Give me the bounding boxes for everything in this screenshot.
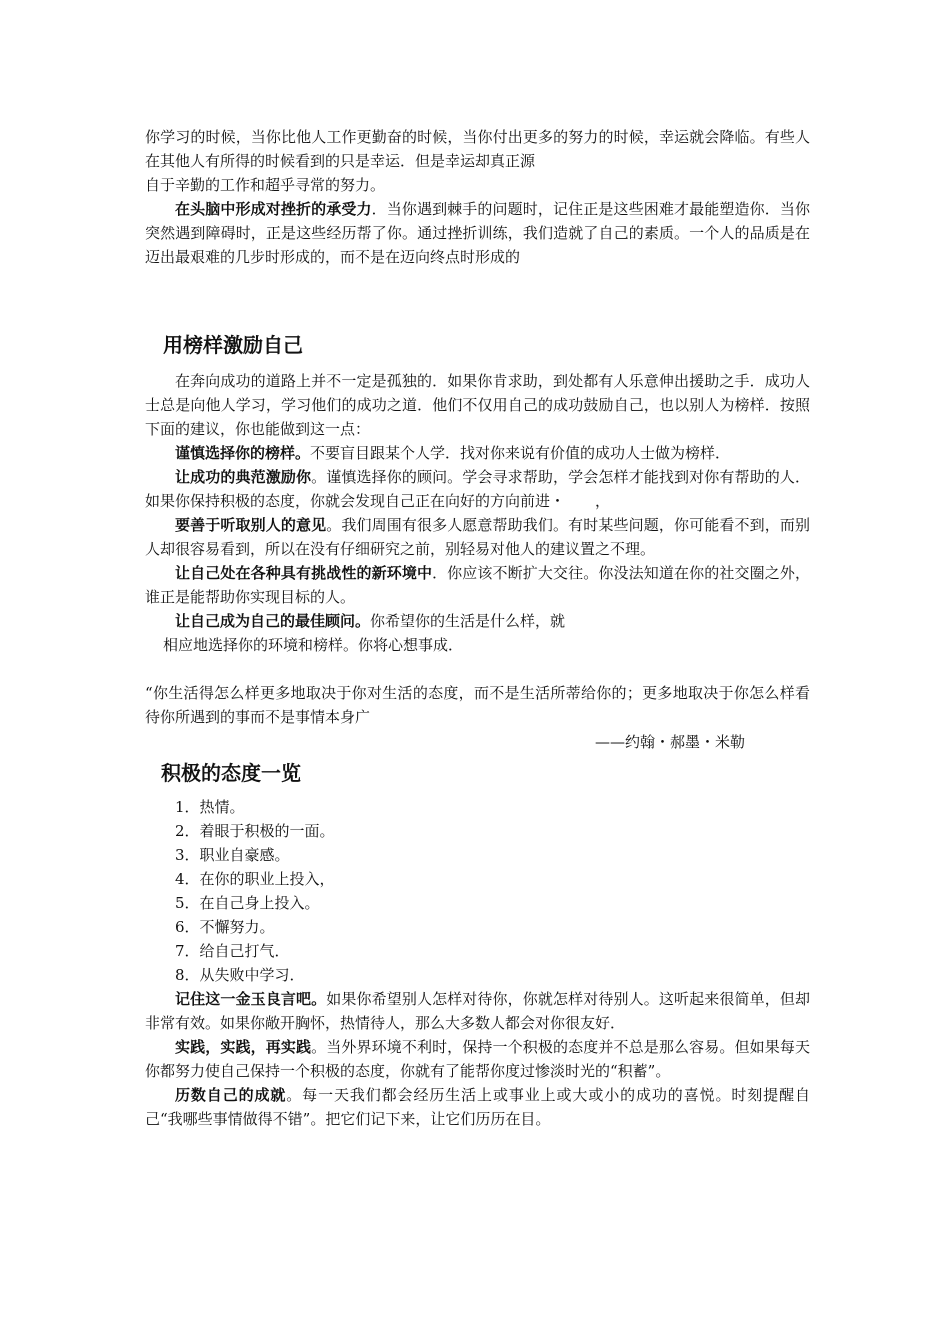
tip-item: [145, 441, 810, 465]
tip-item: [145, 513, 810, 561]
quote-text: “你生活得怎么样更多地取决于你对生活的态度，而不是生活所蒂给你的；更多地取决于你怎么样看待你所遇到的事而不是事情本身广: [145, 684, 810, 726]
tip-bold: 让成功的典范激励你: [175, 468, 312, 486]
list-item: 6．不懈努力。: [175, 918, 275, 936]
list-item: 1．热情。: [175, 798, 245, 816]
closing-paragraph-bold: 历数自己的成就: [175, 1086, 287, 1104]
quote-author: ——约翰・郝墨・米勒: [594, 733, 745, 751]
closing-paragraph-text: 。当外界环境不利时，保持一个积极的态度并不总是那么容易。但如果每天你都努力使自己保持一个积极的态度，你就有了能帮你度过惨淡时光的“积蓄”。: [145, 1038, 810, 1080]
paragraph-luck-continuation: [145, 173, 810, 197]
tip-bold: 谨慎选择你的榜样。: [175, 444, 311, 462]
section-intro: 在奔向成功的道路上并不一定是孤独的．如果你肯求助，到处都有人乐意伸出援助之手．成功人士总是向他人学习，学习他们的成功之道．他们不仅用自己的成功鼓励自己，也以别人为榜样．按照下面的建议，你也能做到这一点：: [145, 372, 810, 438]
list-item: 4．在你的职业上投入，: [175, 870, 335, 888]
attitude-list: [145, 795, 810, 987]
closing-paragraph-bold: 实践，实践，再实践: [175, 1038, 312, 1056]
paragraph-luck-line2: 自于辛勤的工作和超乎寻常的努力。: [145, 176, 386, 194]
list-item: 8．从失败中学习．: [175, 966, 305, 984]
tip-text: 。谨慎选择你的顾问。学会寻求帮助，学会怎样才能找到对你有帮助的人．如果你保持积极的态度，你就会发现自己正在向好的方向前进・ ，: [145, 468, 810, 510]
section-title-role-model: 用榜样激励自己: [163, 333, 303, 357]
document-content: [145, 125, 810, 1131]
paragraph-luck: [145, 125, 810, 173]
tip-bold: 让自己处在各种具有挑战性的新环境中: [175, 564, 433, 582]
tip-text: 你希望你的生活是什么样，就: [370, 612, 566, 630]
closing-paragraph-text: 。每一天我们都会经历生活上或事业上或大或小的成功的喜悦。时刻提醒自己“我哪些事情做得不错”。把它们记下来，让它们历历在目。: [145, 1086, 810, 1128]
list-item: 2．着眼于积极的一面。: [175, 822, 335, 840]
list-item: 3．职业自豪感。: [175, 846, 290, 864]
tip-bold: 让自己成为自己的最佳顾问。: [175, 612, 371, 630]
tip-text: 不要盲目跟某个人学．找对你来说有价值的成功人士做为榜样．: [310, 444, 731, 462]
paragraph-frustration-bold: 在头脑中形成对挫折的承受力: [175, 200, 372, 218]
tip-item: [145, 609, 810, 633]
closing-paragraph-bold: 记住这一金玉良言吧。: [175, 990, 327, 1008]
tip-item: [145, 561, 810, 609]
closing-paragraph: [145, 987, 810, 1035]
closing-paragraph: [145, 1035, 810, 1083]
section-title-positive-attitude: 积极的态度一览: [161, 761, 301, 785]
tip-continuation: 相应地选择你的环境和榜样。你将心想事成．: [163, 636, 464, 654]
list-item: 7．给自己打气．: [175, 942, 290, 960]
paragraph-luck-line1: 你学习的时候，当你比他人工作更勤奋的时候，当你付出更多的努力的时候，幸运就会降临。有些人在其他人有所得的时候看到的只是幸运．但是幸运却真正源: [145, 128, 810, 170]
paragraph-frustration-text: ．当你遇到棘手的问题时，记住正是这些困难才最能塑造你．当你突然遇到障碍时，正是这些经历帮了你。通过挫折训练，我们造就了自己的素质。一个人的品质是在迈出最艰难的几步时形成的，而不是在迈向终点时形成的: [145, 200, 810, 266]
closing-paragraph: [145, 1083, 810, 1131]
tip-text: 。我们周围有很多人愿意帮助我们。有时某些问题，你可能看不到，而别人却很容易看到，所以在没有仔细研究之前，别轻易对他人的建议置之不理。: [145, 516, 810, 558]
tip-item: [145, 465, 810, 513]
list-item: 5．在自己身上投入。: [175, 894, 320, 912]
paragraph-frustration: [145, 197, 810, 269]
tip-bold: 要善于听取别人的意见: [175, 516, 327, 534]
closing-paragraph-text: 如果你希望别人怎样对待你，你就怎样对待别人。这听起来很简单，但却非常有效。如果你敞开胸怀，热情待人，那么大多数人都会对你很友好．: [145, 990, 810, 1032]
tip-text: ．你应该不断扩大交往。你没法知道在你的社交圈之外，谁正是能帮助你实现目标的人。: [145, 564, 810, 606]
